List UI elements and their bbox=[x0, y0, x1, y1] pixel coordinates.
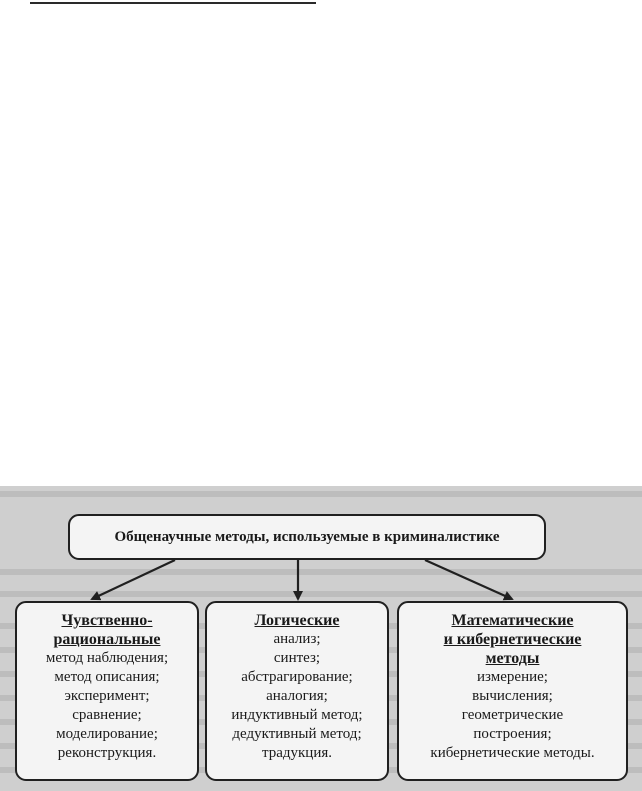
method-item: геометрические bbox=[461, 707, 564, 723]
math-cybernetic-methods-box bbox=[397, 601, 628, 781]
method-item: вычисления; bbox=[472, 688, 553, 704]
column-title-line: Логические bbox=[254, 612, 340, 629]
sensory-rational-methods-box bbox=[15, 601, 199, 781]
method-item: кибернетические методы. bbox=[430, 745, 595, 761]
method-item: сравнение; bbox=[72, 707, 142, 723]
column-title-line: и кибернетические bbox=[443, 631, 582, 648]
top-rule bbox=[30, 2, 316, 4]
method-item: анализ; bbox=[273, 631, 321, 647]
method-item: моделирование; bbox=[56, 726, 158, 742]
method-item: реконструкция. bbox=[57, 745, 157, 761]
column-title-line: Чувственно- bbox=[61, 612, 153, 629]
method-item: индуктивный метод; bbox=[231, 707, 363, 723]
logical-methods-box bbox=[205, 601, 389, 781]
method-item: метод наблюдения; bbox=[45, 650, 169, 666]
method-item: абстрагирование; bbox=[241, 669, 353, 685]
method-item: эксперимент; bbox=[64, 688, 150, 704]
column-title-line: Математические bbox=[451, 612, 574, 629]
method-item: дедуктивный метод; bbox=[232, 726, 362, 742]
method-item: метод описания; bbox=[54, 669, 160, 685]
diagram-region bbox=[0, 486, 642, 791]
column-title-line: рациональные bbox=[53, 631, 161, 648]
method-item: традукция. bbox=[261, 745, 333, 761]
column-title-line: методы bbox=[485, 650, 540, 667]
method-item: построения; bbox=[473, 726, 552, 742]
method-item: аналогия; bbox=[266, 688, 328, 704]
method-item: измерение; bbox=[477, 669, 548, 685]
arrow-to-math-cybernetic bbox=[425, 560, 512, 599]
arrow-to-sensory-rational bbox=[92, 560, 175, 599]
method-item: синтез; bbox=[273, 650, 321, 666]
main-concept-title: Общенаучные методы, используемые в криминалистике bbox=[114, 528, 500, 545]
